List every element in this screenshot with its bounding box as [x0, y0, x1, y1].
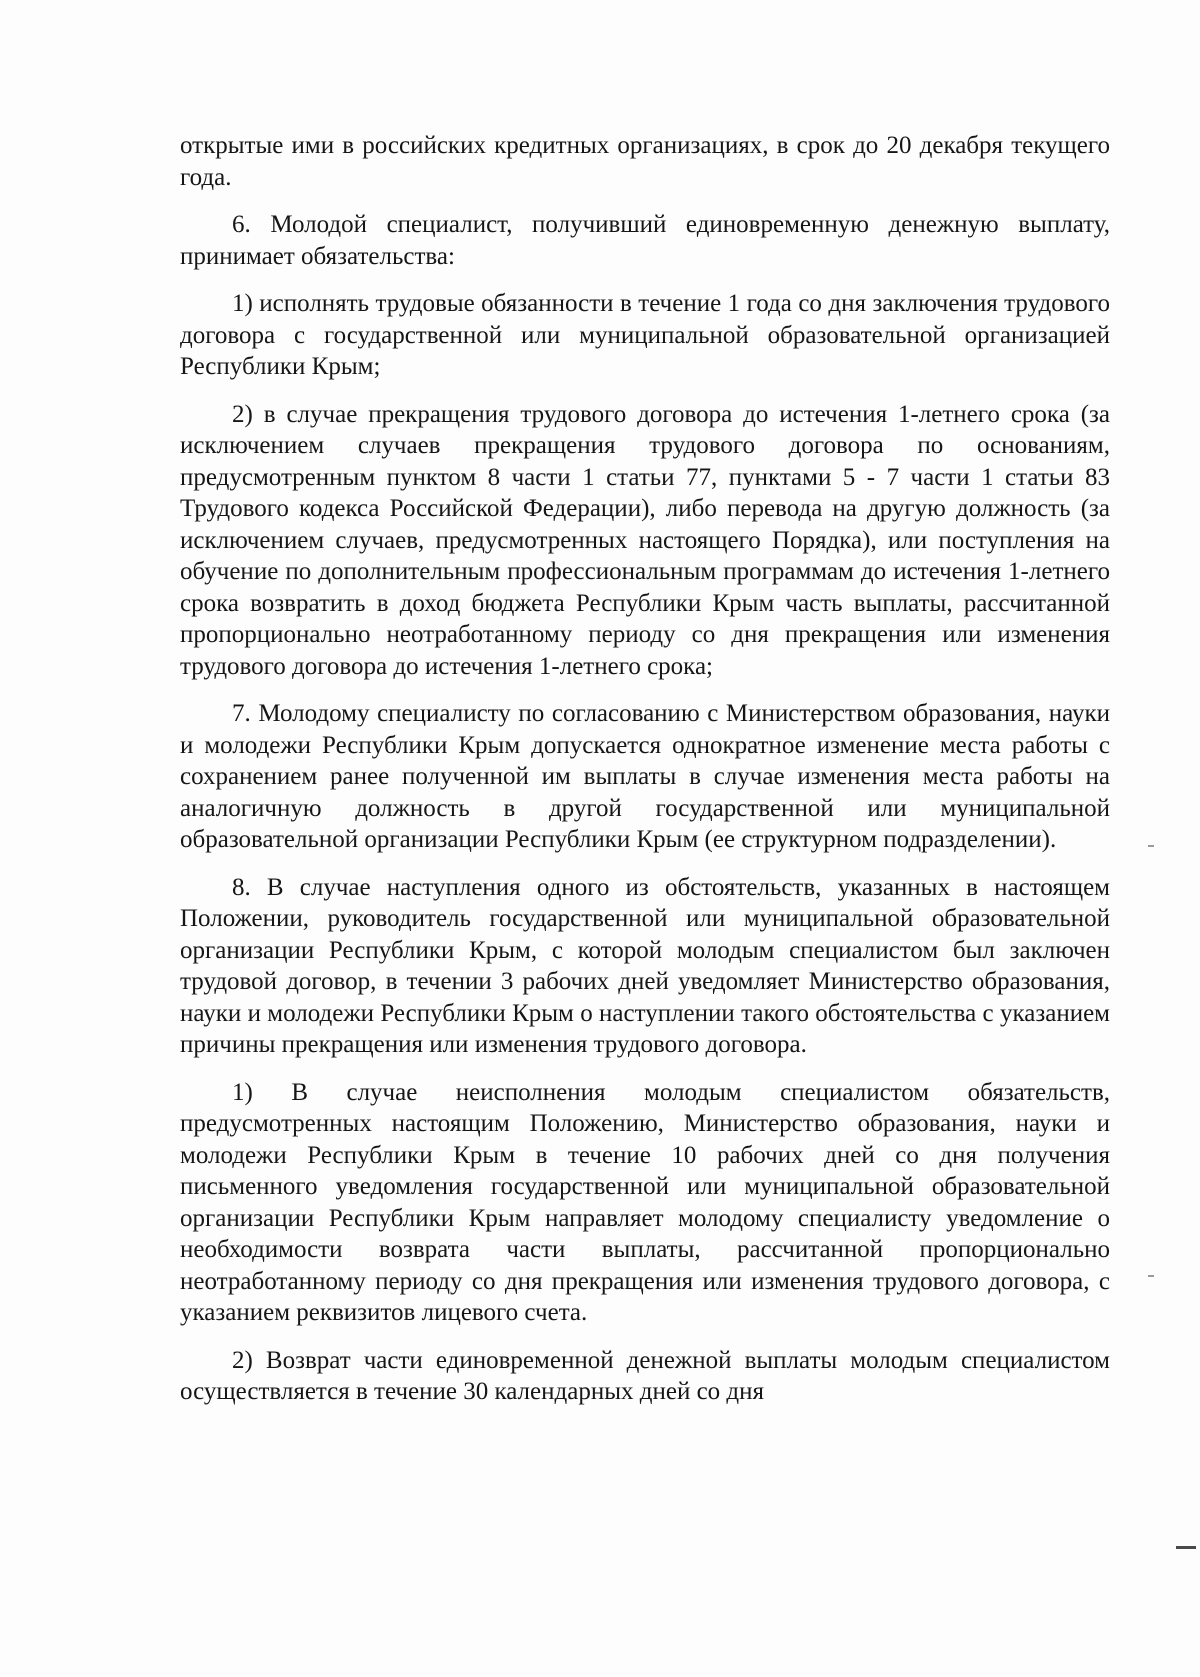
document-body: [180, 130, 1110, 1424]
paragraph-item-6-2: 2) в случае прекращения трудового договора до истечения 1-летнего срока (за исключением случаев прекращения трудового договора по основаниям, предусмотренным пунктом 8 части 1 статьи 77, пунктами 5 - 7 части 1 статьи 83 Трудового кодекса Российской Федерации), либо перевода на другую должность (за исключением случаев, предусмотренных настоящего Порядка), или поступления на обучение по дополнительным профессиональным программам до истечения 1-летнего срока возвратить в доход бюджета Республики Крым часть выплаты, рассчитанной пропорционально неотработанному периоду со дня прекращения или изменения трудового договора до истечения 1-летнего срока;: [180, 400, 1110, 680]
paragraph-item-6: 6. Молодой специалист, получивший единовременную денежную выплату, принимает обязательства:: [180, 211, 1110, 270]
paragraph-continuation: открытые ими в российских кредитных организациях, в срок до 20 декабря текущего года.: [180, 132, 1110, 191]
scan-artifact: [1176, 1546, 1196, 1549]
paragraph-item-8-2: 2) Возврат части единовременной денежной выплаты молодым специалистом осуществляется в течение 30 календарных дней со дня: [180, 1346, 1110, 1405]
scan-artifact: [1148, 1275, 1154, 1277]
paragraph-item-6-1: 1) исполнять трудовые обязанности в течение 1 года со дня заключения трудового договора с государственной или муниципальной образовательной организацией Республики Крым;: [180, 290, 1110, 380]
paragraph-item-8: 8. В случае наступления одного из обстоятельств, указанных в настоящем Положении, руководитель государственной или муниципальной образовательной организации Республики Крым, с которой молодым специалистом был заключен трудовой договор, в течении 3 рабочих дней уведомляет Министерство образования, науки и молодежи Республики Крым о наступлении такого обстоятельства с указанием причины прекращения или изменения трудового договора.: [180, 873, 1110, 1058]
paragraph-item-7: 7. Молодому специалисту по согласованию с Министерством образования, науки и молодежи Республики Крым допускается однократное изменение места работы с сохранением ранее полученной им выплаты в случае изменения места работы на аналогичную должность в другой государственной или муниципальной образовательной организации Республики Крым (ее структурном подразделении).: [180, 700, 1110, 853]
paragraph-item-8-1: 1) В случае неисполнения молодым специалистом обязательств, предусмотренных настоящим Положению, Министерство образования, науки и молодежи Республики Крым в течение 10 рабочих дней со дня получения письменного уведомления государственной или муниципальной образовательной организации Республики Крым направляет молодому специалисту уведомление о необходимости возврата части выплаты, рассчитанной пропорционально неотработанному периоду со дня прекращения или изменения трудового договора, с указанием реквизитов лицевого счета.: [180, 1078, 1110, 1326]
scan-artifact: [1148, 845, 1154, 847]
